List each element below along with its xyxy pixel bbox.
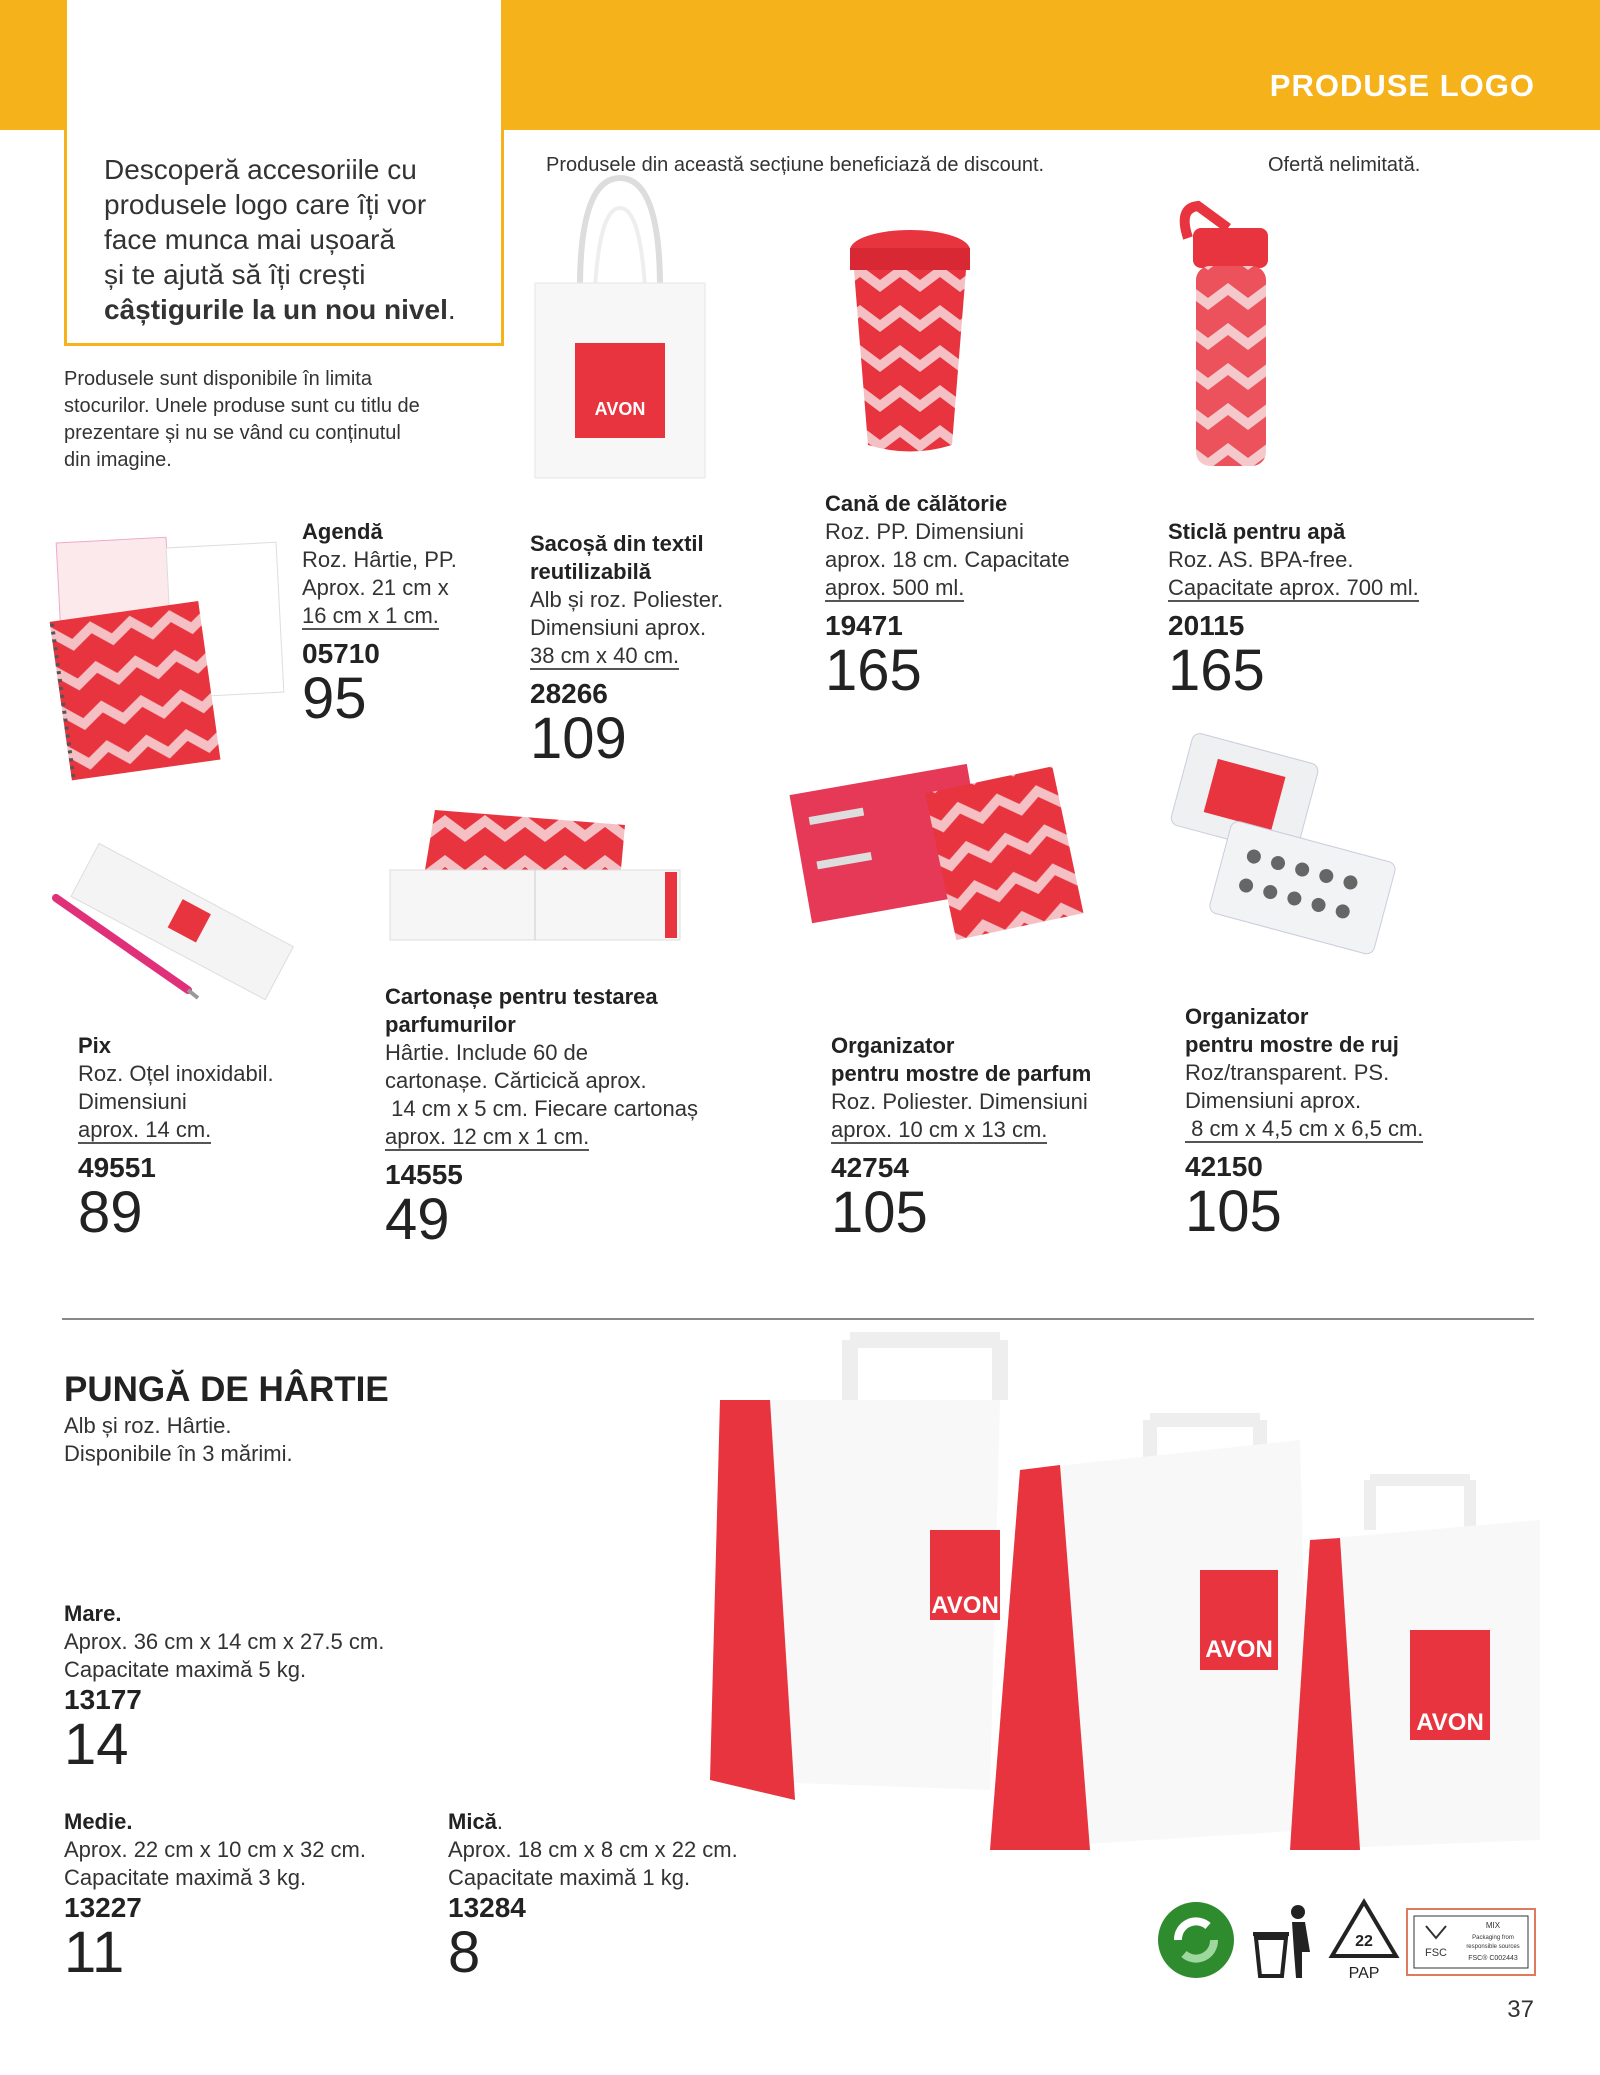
- lipstick-organizer-image: [1150, 735, 1430, 955]
- paper-bag-desc: Alb și roz. Hârtie. Disponibile în 3 mărimi.: [64, 1413, 293, 1466]
- pen-image: [48, 818, 298, 1018]
- product-perfume-organizer: Organizator pentru mostre de parfum Roz. Poliester. Dimensiuni aprox. 10 cm x 13 cm. 42754 105: [831, 1033, 1092, 1245]
- green-dot-icon: [1156, 1900, 1236, 1980]
- product-lipstick-organizer: Organizator pentru mostre de ruj Roz/transparent. PS. Dimensiuni aprox. 8 cm x 4,5 cm x 6,5 cm. 42150 105: [1185, 1004, 1424, 1244]
- stock-note: Produsele sunt disponibile în limita stocurilor. Unele produse sunt cu titlu de prezentare și nu se vând cu conținutul din imagine.: [64, 368, 420, 471]
- paper-bag-title: PUNGĂ DE HÂRTIE: [64, 1370, 389, 1409]
- fsc-code: FSC® C002443: [1468, 1955, 1518, 1962]
- product-travel-mug: Cană de călătorie Roz. PP. Dimensiuni aprox. 18 cm. Capacitate aprox. 500 ml. 19471 165: [825, 491, 1070, 703]
- recycle-pap-icon: [1328, 1898, 1400, 1982]
- section-divider: [62, 1318, 1534, 1320]
- product-agenda: Agendă Roz. Hârtie, PP. Aprox. 21 cm x 16 cm x 1 cm. 05710 95: [302, 519, 457, 731]
- product-test-cards: Cartonașe pentru testarea parfumurilor Hârtie. Include 60 de cartonașe. Cărticică aprox. 14 cm x 5 cm. Fiecare cartonaș aprox. 12 cm x 1 cm. 14555 49: [385, 984, 698, 1252]
- avon-logo-text: AVON: [1205, 1636, 1273, 1663]
- recycle-label: PAP: [1348, 1965, 1380, 1982]
- fsc-text-line: Packaging from: [1472, 1935, 1514, 1941]
- travel-mug-image: [840, 220, 980, 460]
- intro-text: Descoperă accesoriile cu produsele logo care îți vor face munca mai ușoară și te ajută să îți crești câștigurile la un nou nivel.: [104, 154, 456, 325]
- test-cards-image: [385, 810, 685, 950]
- product-pen: Pix Roz. Oțel inoxidabil. Dimensiuni aprox. 14 cm. 49551 89: [78, 1033, 274, 1245]
- discount-note: Produsele din această secțiune beneficiază de discount.: [546, 154, 1045, 176]
- tote-bag-image: [520, 168, 720, 488]
- product-tote-bag: Sacoșă din textil reutilizabilă Alb și roz. Poliester. Dimensiuni aprox. 38 cm x 40 cm. 28266 109: [530, 531, 724, 771]
- recycle-number: 22: [1355, 1933, 1373, 1950]
- unlimited-offer-note: Ofertă nelimitată.: [1268, 154, 1421, 176]
- product-water-bottle: Sticlă pentru apă Roz. AS. BPA-free. Capacitate aprox. 700 ml. 20115 165: [1168, 519, 1419, 703]
- fsc-text-line: responsible sources: [1466, 1944, 1520, 1950]
- perfume-organizer-image: [790, 745, 1090, 945]
- water-bottle-image: [1168, 198, 1288, 478]
- fsc-text: FSC: [1425, 1947, 1447, 1959]
- tidyman-icon: [1250, 1902, 1320, 1980]
- paper-bags-image: [700, 1330, 1550, 1870]
- fsc-mix: MIX: [1485, 1921, 1501, 1930]
- agenda-image: [40, 530, 300, 780]
- avon-logo-text: AVON: [931, 1592, 999, 1619]
- bag-small: Mică. Aprox. 18 cm x 8 cm x 22 cm. Capacitate maximă 1 kg. 13284 8: [448, 1809, 738, 1985]
- fsc-label-icon: [1406, 1908, 1536, 1976]
- section-header-title: PRODUSE LOGO: [1269, 68, 1535, 103]
- bag-medium: Medie. Aprox. 22 cm x 10 cm x 32 cm. Capacitate maximă 3 kg. 13227 11: [64, 1809, 366, 1985]
- avon-logo-text: AVON: [594, 399, 646, 419]
- avon-logo-text: AVON: [1416, 1709, 1484, 1736]
- bag-large: Mare. Aprox. 36 cm x 14 cm x 27.5 cm. Capacitate maximă 5 kg. 13177 14: [64, 1601, 385, 1777]
- page-number: 37: [1507, 1996, 1534, 2023]
